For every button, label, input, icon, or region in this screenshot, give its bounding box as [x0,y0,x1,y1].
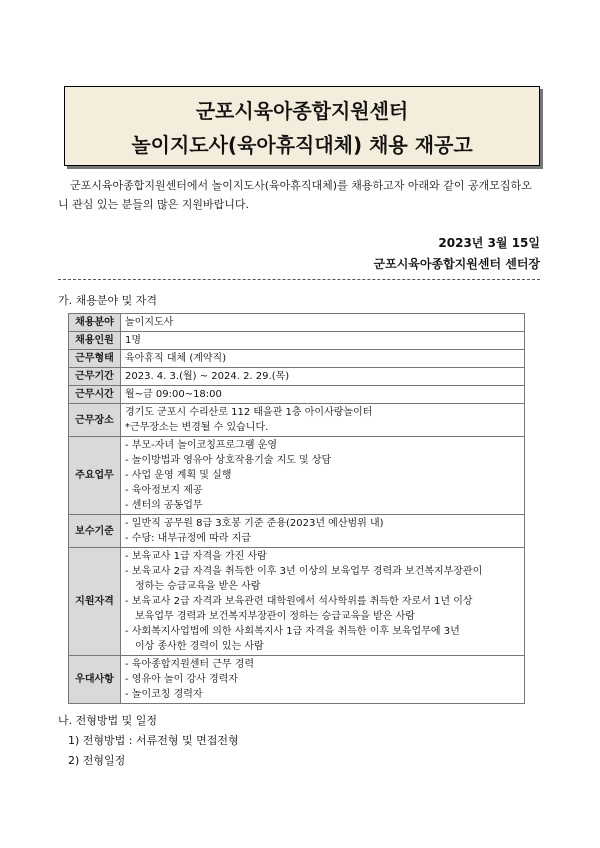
row-value [121,515,525,548]
table-row [69,368,525,386]
signer: 군포시육아종합지원센터 센터장 [373,257,540,271]
row-line: - 일반직 공무원 8급 3호봉 기준 준용(2023년 예산범위 내) [125,518,384,529]
row-value [121,404,525,437]
row-line: - 센터의 공동업무 [125,500,203,511]
dashed-divider [58,279,540,280]
row-label: 보수기준 [69,515,121,548]
row-label: 채용분야 [69,314,121,332]
row-value: 육아휴직 대체 (계약직) [121,350,525,368]
row-line: - 사업 운영 계획 및 실행 [125,470,232,481]
row-label: 근무장소 [69,404,121,437]
row-line: - 보육교사 2급 자격을 취득한 이후 3년 이상의 보육업무 경력과 보건복지부장관이 [125,566,483,577]
recruitment-table [68,313,525,704]
row-line: - 영유아 놀이 강사 경력자 [125,674,238,685]
row-label: 채용인원 [69,332,121,350]
row-line: - 사회복지사업법에 의한 사회복지사 1급 자격을 취득한 이후 보육업무에 3년 [125,626,460,637]
row-value [121,437,525,515]
notice-date: 2023년 3월 15일 [438,236,540,250]
row-line: - 보육교사 2급 자격과 보육관련 대학원에서 석사학위를 취득한 자로서 1년 이상 [125,596,473,607]
row-value: 월~금 09:00~18:00 [121,386,525,404]
section-heading-a: 가. 채용분야 및 자격 [58,294,157,307]
row-line: 정하는 승급교육을 받은 사람 [135,581,261,592]
table-row [69,656,525,704]
row-line: 경기도 군포시 수리산로 112 태을관 1층 아이사랑놀이터 [125,407,373,418]
row-line: - 놀이코칭 경력자 [125,689,203,700]
row-label: 근무기간 [69,368,121,386]
row-line: - 부모-자녀 놀이코칭프로그램 운영 [125,440,277,451]
intro-paragraph: 군포시육아종합지원센터에서 놀이지도사(육아휴직대체)를 채용하고자 아래와 같이 공개모집하오니 관심 있는 분들의 많은 지원바랍니다. [58,179,532,211]
row-value: 2023. 4. 3.(월) ~ 2024. 2. 29.(목) [121,368,525,386]
row-label: 근무시간 [69,386,121,404]
row-line: - 수당: 내부규정에 따라 지급 [125,533,251,544]
table-row [69,437,525,515]
row-line: 이상 종사한 경력이 있는 사람 [135,641,264,652]
row-line: - 놀이방법과 영유아 상호작용기술 지도 및 상담 [125,455,332,466]
title-line-2: 놀이지도사(육아휴직대체) 채용 재공고 [131,133,473,157]
row-line: - 육아정보지 제공 [125,485,203,496]
table-row [69,548,525,656]
table-row [69,350,525,368]
selection-method: 1) 전형방법 : 서류전형 및 면접전형 [68,734,239,747]
table-row [69,332,525,350]
table-row [69,404,525,437]
row-label: 주요업무 [69,437,121,515]
row-label: 우대사항 [69,656,121,704]
row-value: 1명 [121,332,525,350]
row-line: 보육업무 경력과 보건복지부장관이 정하는 승급교육을 받은 사람 [135,611,415,622]
row-value [121,656,525,704]
row-line: - 육아종합지원센터 근무 경력 [125,659,255,670]
title-box [64,86,540,166]
row-value [121,548,525,656]
row-label: 근무형태 [69,350,121,368]
row-label: 지원자격 [69,548,121,656]
section-heading-b: 나. 전형방법 및 일정 [58,714,157,727]
table-row [69,314,525,332]
row-value: 놀이지도사 [121,314,525,332]
title-line-1: 군포시육아종합지원센터 [195,99,409,123]
table-row [69,515,525,548]
row-line: - 보육교사 1급 자격을 가진 사람 [125,551,267,562]
table-row [69,386,525,404]
selection-schedule: 2) 전형일정 [68,754,126,767]
row-line: *근무장소는 변경될 수 있습니다. [125,422,269,433]
